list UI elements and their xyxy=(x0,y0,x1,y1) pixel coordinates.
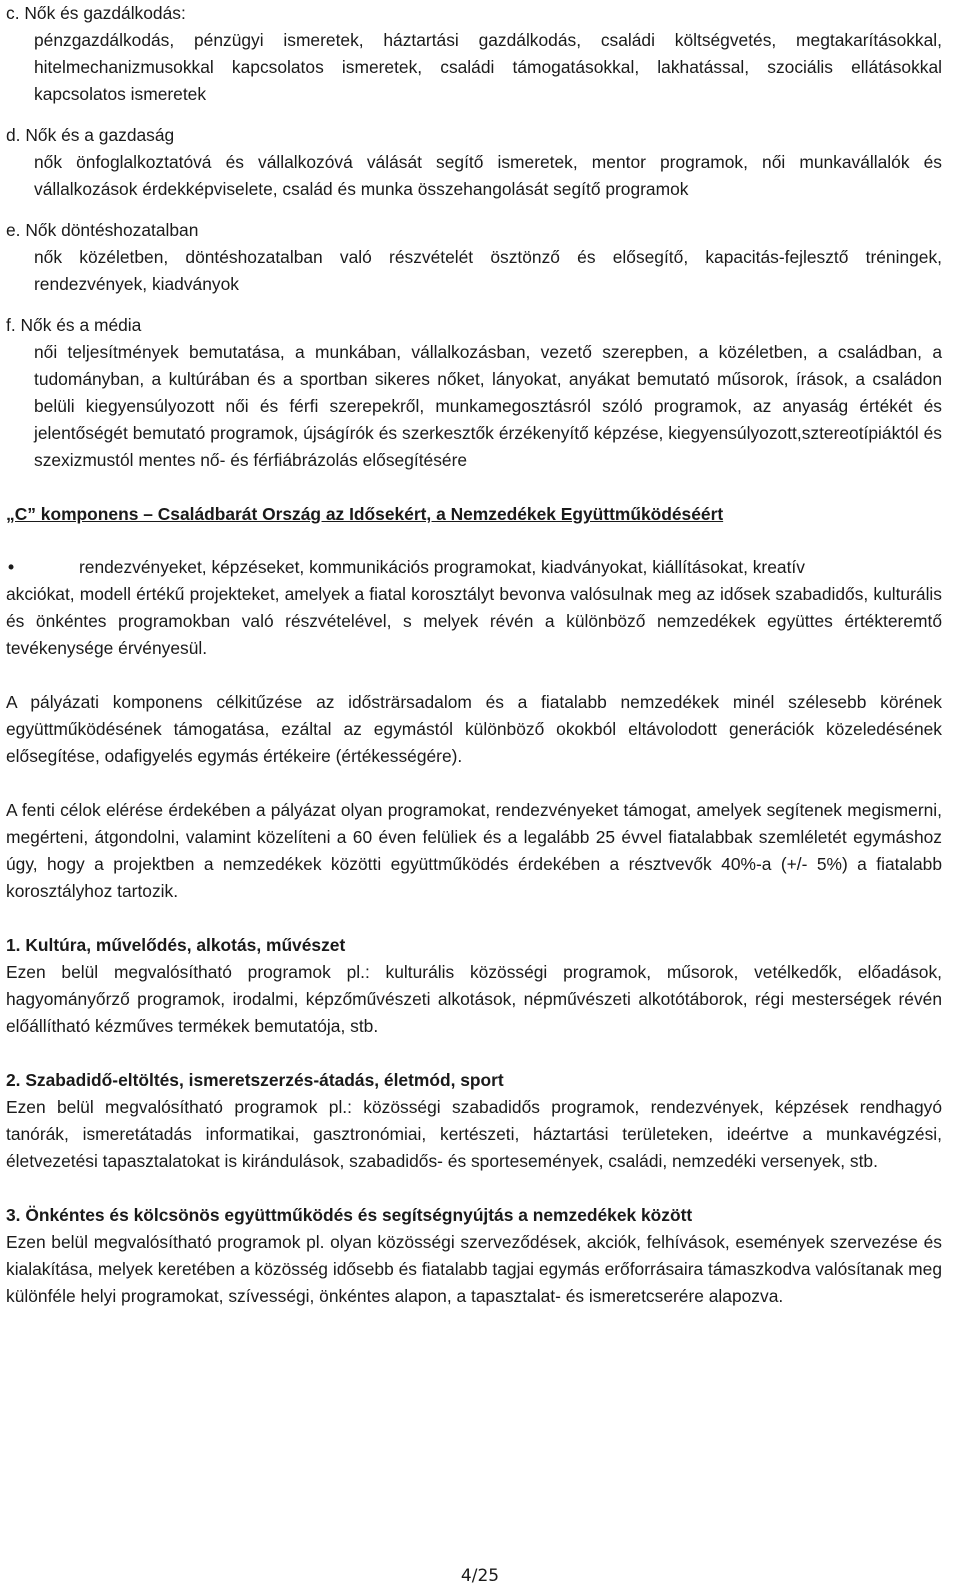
numbered-heading-2: 2. Szabadidő-eltöltés, ismeretszerzés-átadás, életmód, sport xyxy=(6,1070,504,1090)
numbered-heading-1: 1. Kultúra, művelődés, alkotás, művészet xyxy=(6,935,346,955)
numbered-body-1: Ezen belül megvalósítható programok pl.: kulturális közösségi programok, műsorok, vetélkedők, előadások, hagyományőrző programok, irodalmi, képzőművészeti alkotások, népművészeti alkotótáborok, régi mesterségek révén előállítható kézműves termékek bemutatója, stb. xyxy=(6,962,942,1036)
document-page xyxy=(6,0,942,1310)
numbered-body-2: Ezen belül megvalósítható programok pl.: közösségi szabadidős programok, rendezvények, képzések rendhagyó tanórák, ismeretátadás informatikai, gasztronómiai, kertészeti, háztartási területeken, ideértve a munkavégzési, életvezetési tapasztalatokat is kirándulások, szabadidős- és sportesemények, családi, nemzedéki versenyek, stb. xyxy=(6,1097,942,1171)
section-e-title: e. Nők döntéshozatalban xyxy=(6,220,199,240)
page-number: 4/25 xyxy=(460,1566,500,1586)
bullet-icon: • xyxy=(8,557,15,577)
section-f-body: női teljesítmények bemutatása, a munkában, vállalkozásban, vezető szerepben, a közéletben, a családban, a tudományban, a kultúrában és a sportban sikeres nőket, lányokat, anyákat bemutató műsorok, írások, a családon belüli kiegyensúlyozott női és férfi szerepekről, munkamegosztásról szóló programok, az anyaság értékét és jelentőségét bemutató programok, újságírók és szerkesztők érzékenyítő képzése, kiegyensúlyozott,sztereotípiáktól és szexizmustól mentes nő- és férfiábrázolás elősegítésére xyxy=(34,342,942,470)
component-paragraph-support: A fenti célok elérése érdekében a pályázat olyan programokat, rendezvényeket támogat, amelyek segítenek megismerni, megérteni, átgondolni, valamint közelíteni a 60 éven felüliek és a legalább 25 évvel fiatalabbak szemléletét egymáshoz úgy, hogy a projektben a nemzedékek közötti együttműködés érdekében a résztvevők 40%-a (+/- 5%) a fiatalabb korosztályhoz tartozik. xyxy=(6,800,942,901)
component-c-title: „C” komponens – Családbarát Ország az Idősekért, a Nemzedékek Együttműködéséért xyxy=(6,504,724,524)
section-d-title: d. Nők és a gazdaság xyxy=(6,125,175,145)
section-c-body: pénzgazdálkodás, pénzügyi ismeretek, háztartási gazdálkodás, családi költségvetés, megtakarításokkal, hitelmechanizmusokkal kapcsolatos ismeretek, családi támogatásokkal, lakhatással, szociális ellátásokkal kapcsolatos ismeretek xyxy=(34,30,942,104)
section-f-title: f. Nők és a média xyxy=(6,315,142,335)
bullet-first-line: rendezvényeket, képzéseket, kommunikációs programokat, kiadványokat, kiállításokat, kreatív xyxy=(79,557,805,577)
section-d-body: nők önfoglalkoztatóvá és vállalkozóvá válását segítő ismeretek, mentor programok, női munkavállalók és vállalkozások érdekképviselete, család és munka összehangolását segítő programok xyxy=(34,152,942,199)
component-paragraph-goal: A pályázati komponens célkitűzése az idősträrsadalom és a fiatalabb nemzedékek minél szélesebb körének együttműködésének támogatása, ezáltal az egymástól különböző okokból eltávolodott generációk közeledésének elősegítése, odafigyelés egymás értékeire (értékességére). xyxy=(6,692,942,766)
numbered-body-3: Ezen belül megvalósítható programok pl. olyan közösségi szerveződések, akciók, felhívások, események szervezése és kialakítása, melyek keretében a közösség idősebb és fiatalabb tagjai egymás erőforrásaira támaszkodva valósítanak meg különféle helyi programokat, szívességi, önkéntes alapon, a tapasztalat- és ismeretcserére alapozva. xyxy=(6,1232,942,1306)
section-c-title: c. Nők és gazdálkodás: xyxy=(6,3,186,23)
numbered-heading-3: 3. Önkéntes és kölcsönös együttműködés és segítségnyújtás a nemzedékek között xyxy=(6,1205,693,1225)
bullet-continuation: akciókat, modell értékű projekteket, amelyek a fiatal korosztályt bevonva valósulnak meg az idősek szabadidős, kulturális és önkéntes programokban való részvételével, s melyek révén a különböző nemzedékek együttes értékteremtő tevékenysége érvényesül. xyxy=(6,584,942,658)
component-bullet-item xyxy=(6,554,942,662)
section-e-body: nők közéletben, döntéshozatalban való részvételét ösztönző és elősegítő, kapacitás-fejlesztő tréningek, rendezvények, kiadványok xyxy=(34,247,942,294)
